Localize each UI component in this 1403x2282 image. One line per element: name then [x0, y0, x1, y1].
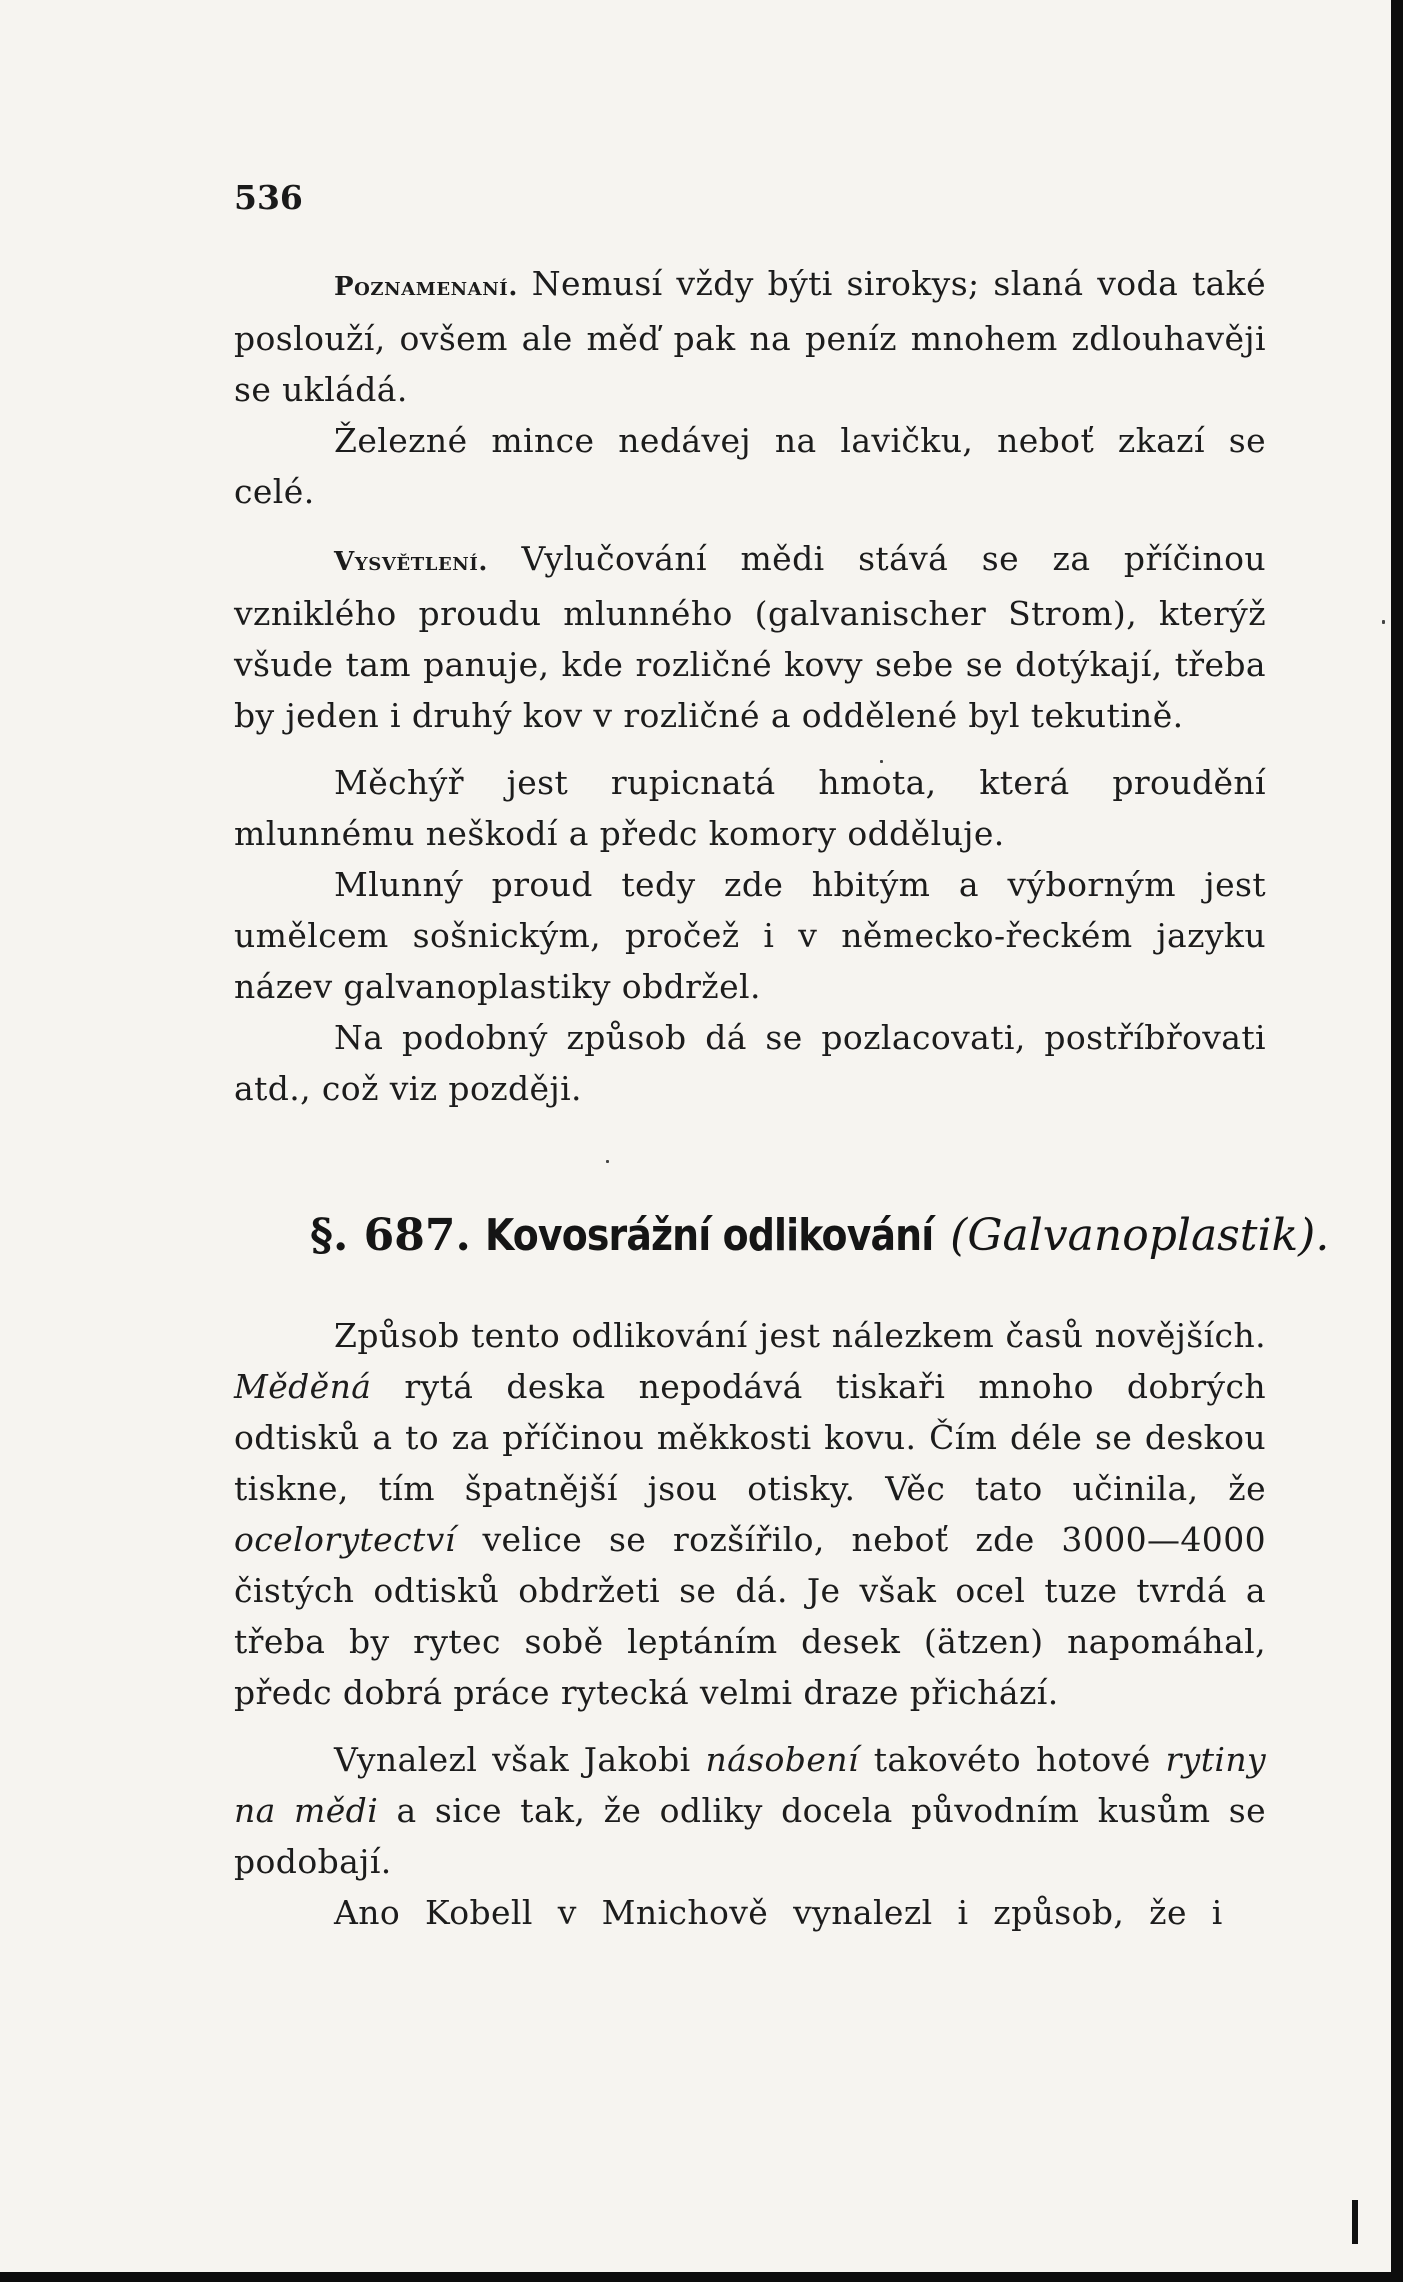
- text-block-upper: [234, 258, 1266, 1114]
- paragraph-explanation: [234, 533, 1266, 741]
- method-emphasis-copper: Měděná: [234, 1367, 372, 1406]
- paragraph-jakobi: [234, 1734, 1266, 1887]
- scan-speck: [606, 1160, 609, 1163]
- note-text: Nemusí vždy býti sirokys; slaná voda také poslouží, ovšem ale měď pak na peníz mnohem zdlouhavěji se ukládá.: [234, 264, 1266, 409]
- paragraph-note: [234, 258, 1266, 415]
- jakobi-text-2: takovéto hotové: [858, 1740, 1166, 1779]
- jakobi-emphasis-engravings: rytiny na mědi: [234, 1740, 1267, 1830]
- method-text-1: Způsob tento odlikování jest nálezkem časů novějších.: [334, 1316, 1266, 1355]
- paragraph-gilding: Na podobný způsob dá se pozlacovati, postříbřovati atd., což viz později.: [234, 1018, 1266, 1108]
- text-block-lower: [234, 1310, 1266, 1938]
- paragraph-kobell: Ano Kobell v Mnichově vynalezl i způsob, že i: [334, 1893, 1223, 1932]
- section-title-german: (Galvanoplastik).: [950, 1210, 1330, 1261]
- jakobi-text-1: Vynalezl však Jakobi: [334, 1740, 706, 1779]
- method-emphasis-steel-engraving: ocelorytectví: [234, 1520, 456, 1559]
- jakobi-text-3: a sice tak, že odliky docela původním kusům se podobají.: [234, 1791, 1267, 1881]
- scan-edge-right: [1391, 0, 1403, 2282]
- explanation-label: Vysvětlení.: [334, 547, 489, 577]
- explanation-text: Vylučování mědi stává se za příčinou vzniklého proudu mlunného (galvanischer Strom), kterýž všude tam panuje, kde rozličné kovy sebe se dotýkají, třeba by jeden i druhý kov v rozličné a oddělené byl tekutině.: [234, 539, 1266, 735]
- paragraph-iron-coins: Železné mince nedávej na lavičku, neboť zkazí se celé.: [234, 421, 1266, 511]
- section-title: Kovosrážní odlikování: [484, 1210, 934, 1261]
- section-number: §. 687.: [310, 1210, 471, 1261]
- section-heading: [310, 1210, 1329, 1261]
- scan-speck: [1382, 620, 1385, 624]
- paragraph-current: Mlunný proud tedy zde hbitým a výborným jest umělcem sošnickým, pročež i v německo-řeckém jazyku název galvanoplastiky obdržel.: [234, 865, 1266, 1006]
- page-number: 536: [234, 178, 303, 217]
- note-label: Poznamenaní.: [334, 272, 518, 302]
- scan-mark: [1352, 2200, 1358, 2244]
- scan-edge-bottom: [0, 2272, 1403, 2282]
- method-text-2: rytá deska nepodává tiskaři mnoho dobrých odtisků a to za příčinou měkkosti kovu. Čím déle se deskou tiskne, tím špatnější jsou otisky. Věc tato učinila, že: [234, 1367, 1266, 1508]
- paragraph-method: [234, 1310, 1266, 1718]
- jakobi-emphasis-multiplication: násobení: [705, 1740, 859, 1779]
- paragraph-bladder: Měchýř jest rupicnatá hmota, která proudění mlunnému neškodí a předc komory odděluje.: [234, 763, 1266, 853]
- method-text-3: velice se rozšířilo, neboť zde 3000—4000 čistých odtisků obdržeti se dá. Je však ocel tuze tvrdá a třeba by rytec sobě leptáním desek (ätzen) napomáhal, předc dobrá práce rytecká velmi draze přichází.: [234, 1520, 1266, 1712]
